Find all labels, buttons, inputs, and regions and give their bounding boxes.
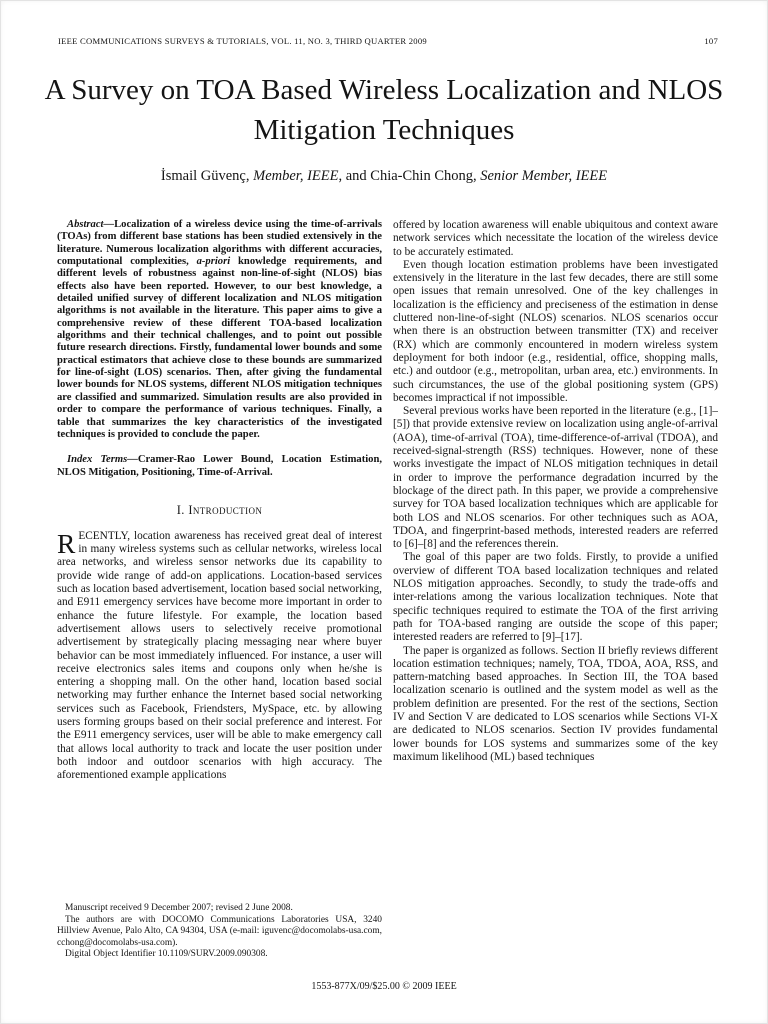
copyright-footer: 1553-877X/09/$25.00 © 2009 IEEE (311, 981, 457, 992)
index-terms (57, 454, 382, 479)
right-paragraph-1: offered by location awareness will enable ubiquitous and context aware network services which necessitate the location of the wireless device to be accurately estimated. (393, 219, 718, 258)
footnote-manuscript: Manuscript received 9 December 2007; revised 2 June 2008. (65, 903, 293, 914)
intro-paragraph-1 (57, 527, 382, 783)
author-1-name: İsmail Güvenç, (160, 168, 254, 184)
section-heading-introduction: I. Introduction (176, 502, 263, 517)
authors-line (40, 168, 728, 185)
right-paragraph-5: The paper is organized as follows. Section II briefly reviews different location estimation techniques; namely, TOA, TDOA, AOA, RSS, and pattern-matching based approaches. In Section III, the TOA based localization scenario is outlined and the system model as well as the problem definition are presented. For the rest of the sections, Section IV and Section V are dedicated to LOS scenarios while Sections VI-X are dedicated to NLOS scenarios. Section IV provides fundamental lower bounds for LOS systems and summarizes some of the key maximum likelihood (ML) based techniques (393, 644, 718, 763)
authors-joiner: , and Chia-Chin Chong, (338, 168, 481, 184)
paper-title: A Survey on TOA Based Wireless Localization and NLOS Mitigation Techniques (44, 74, 724, 147)
footnote-affiliation: The authors are with DOCOMO Communications Laboratories USA, 3240 Hillview Avenue, Palo Alto, CA 94304, USA (e-mail: iguvenc@docomolabs-usa.com, cchong@docomolabs-usa.com). (57, 914, 382, 948)
journal-line: IEEE COMMUNICATIONS SURVEYS & TUTORIALS, VOL. 11, NO. 3, THIRD QUARTER 2009 (58, 36, 427, 46)
intro-paragraph-1-text: ECENTLY, location awareness has received great deal of interest in many wireless systems such as cellular networks, wireless local area networks, and wireless sensor networks due its capability to provide wide range of add-on applications. Location-based services such as location based advertisement, location based social networking, and E911 emergency services have become more important in order to enhance the future lifestyle. For example, the location based advertisement allows users to selectively receive promotional advertisement by strategically placing messaging near where buyer behavior can be most immediately influenced. For instance, a user will receive electronics sales items and coupons only when he/she is entering a shopping mall. On the other hand, location based social networking may further enhance the Internet based social networking services such as Facebook, Friendsters, MySpace, etc. by allowing users forming groups based on their social preference and interest. For the E911 emergency services, user will be able to make emergency call that allows local authority to track and locate the user position under both indoor and outdoor scenarios with high accuracy. The aforementioned example applications (57, 529, 382, 782)
abstract-label: Abstract— (67, 219, 115, 230)
dropcap-letter: R (57, 527, 76, 559)
right-column (393, 219, 718, 961)
page-number: 107 (704, 36, 718, 46)
abstract-body-1: Localization of a wireless device using the time-of-arrivals (TOAs) from different base stations has been studied extensively in the literature. Numerous localization algorithms with different accuracies, computational complexities, (57, 219, 382, 268)
index-terms-body: Cramer-Rao Lower Bound, Location Estimation, NLOS Mitigation, Positioning, Time-of-Arrival. (57, 454, 382, 478)
abstract-body-2: knowledge requirements, and different levels of robustness against non-line-of-sight (NLOS) bias effects also have been reported. However, to our best knowledge, a detailed unified survey of different localization and NLOS mitigation algorithms is not available in the literature. This paper aims to give a comprehensive review of these different TOA-based localization algorithms and their technical challenges, and to point out possible future research directions. Firstly, fundamental lower bounds and some practical estimators that achieve close to these bounds are summarized for line-of-sight (LOS) scenarios. Then, after giving the fundamental lower bounds for NLOS systems, different NLOS mitigation techniques are classified and summarized. Simulation results are also provided in order to compare the performance of various techniques. Finally, a table that summarizes the key characteristics of the investigated techniques is provided to conclude the paper. (57, 256, 382, 440)
abstract-italic-term: a-priori (196, 256, 231, 268)
right-paragraph-3: Several previous works have been reported in the literature (e.g., [1]–[5]) that provide extensive review on localization using angle-of-arrival (AOA), time-of-arrival (TOA), time-difference-of-arrival (TDOA), and received-signal-strength (RSS) techniques. However, none of these works investigate the impact of NLOS mitigation techniques in detail in order to improve the performance degradation incurred by the blockage of the direct path. In this paper, we provide a comprehensive survey for TOA based localization techniques which are applicable for both LOS and NLOS scenarios. For other techniques such as AOA, TDOA, and fingerprint-based methods, interested readers are referred to [6]–[8] and the references therein. (393, 405, 718, 551)
left-column (57, 219, 382, 961)
author-2-role: Senior Member, IEEE (480, 168, 608, 184)
right-paragraph-4: The goal of this paper are two folds. Firstly, to provide a unified overview of different TOA based localization techniques and related NLOS mitigation approaches. Secondly, to study the trade-offs and inter-relations among the various localization techniques. Note that specific techniques required to estimate the TOA of the first arriving path for TOA-based ranging are outside the scope of this paper; interested readers are referred to [9]–[17]. (393, 551, 718, 644)
abstract (57, 219, 382, 441)
two-column-body (57, 219, 719, 961)
footnote-doi: Digital Object Identifier 10.1109/SURV.2009.090308. (65, 949, 268, 960)
index-terms-label: Index Terms— (67, 454, 138, 466)
running-head (58, 36, 718, 46)
right-paragraph-2: Even though location estimation problems have been investigated extensively in the literature in the last few decades, there are still some open issues that remain unresolved. One of the key challenges in localization is the efficiency and preciseness of the estimation in dense cluttered non-line-of-sight (NLOS) scenarios. NLOS scenarios occur when there is an obstruction between transmitter (TX) and receiver (RX) which are commonly encountered in modern wireless system deployment for both indoor (e.g., residential, office, shopping malls, etc.) and outdoor (e.g., metropolitan, urban area, etc.) environments. In such circumstances, the use of the global positioning system (GPS) becomes impractical if not impossible. (393, 258, 718, 404)
author-1-role: Member, IEEE (253, 168, 339, 184)
first-page-footnote (57, 903, 382, 961)
